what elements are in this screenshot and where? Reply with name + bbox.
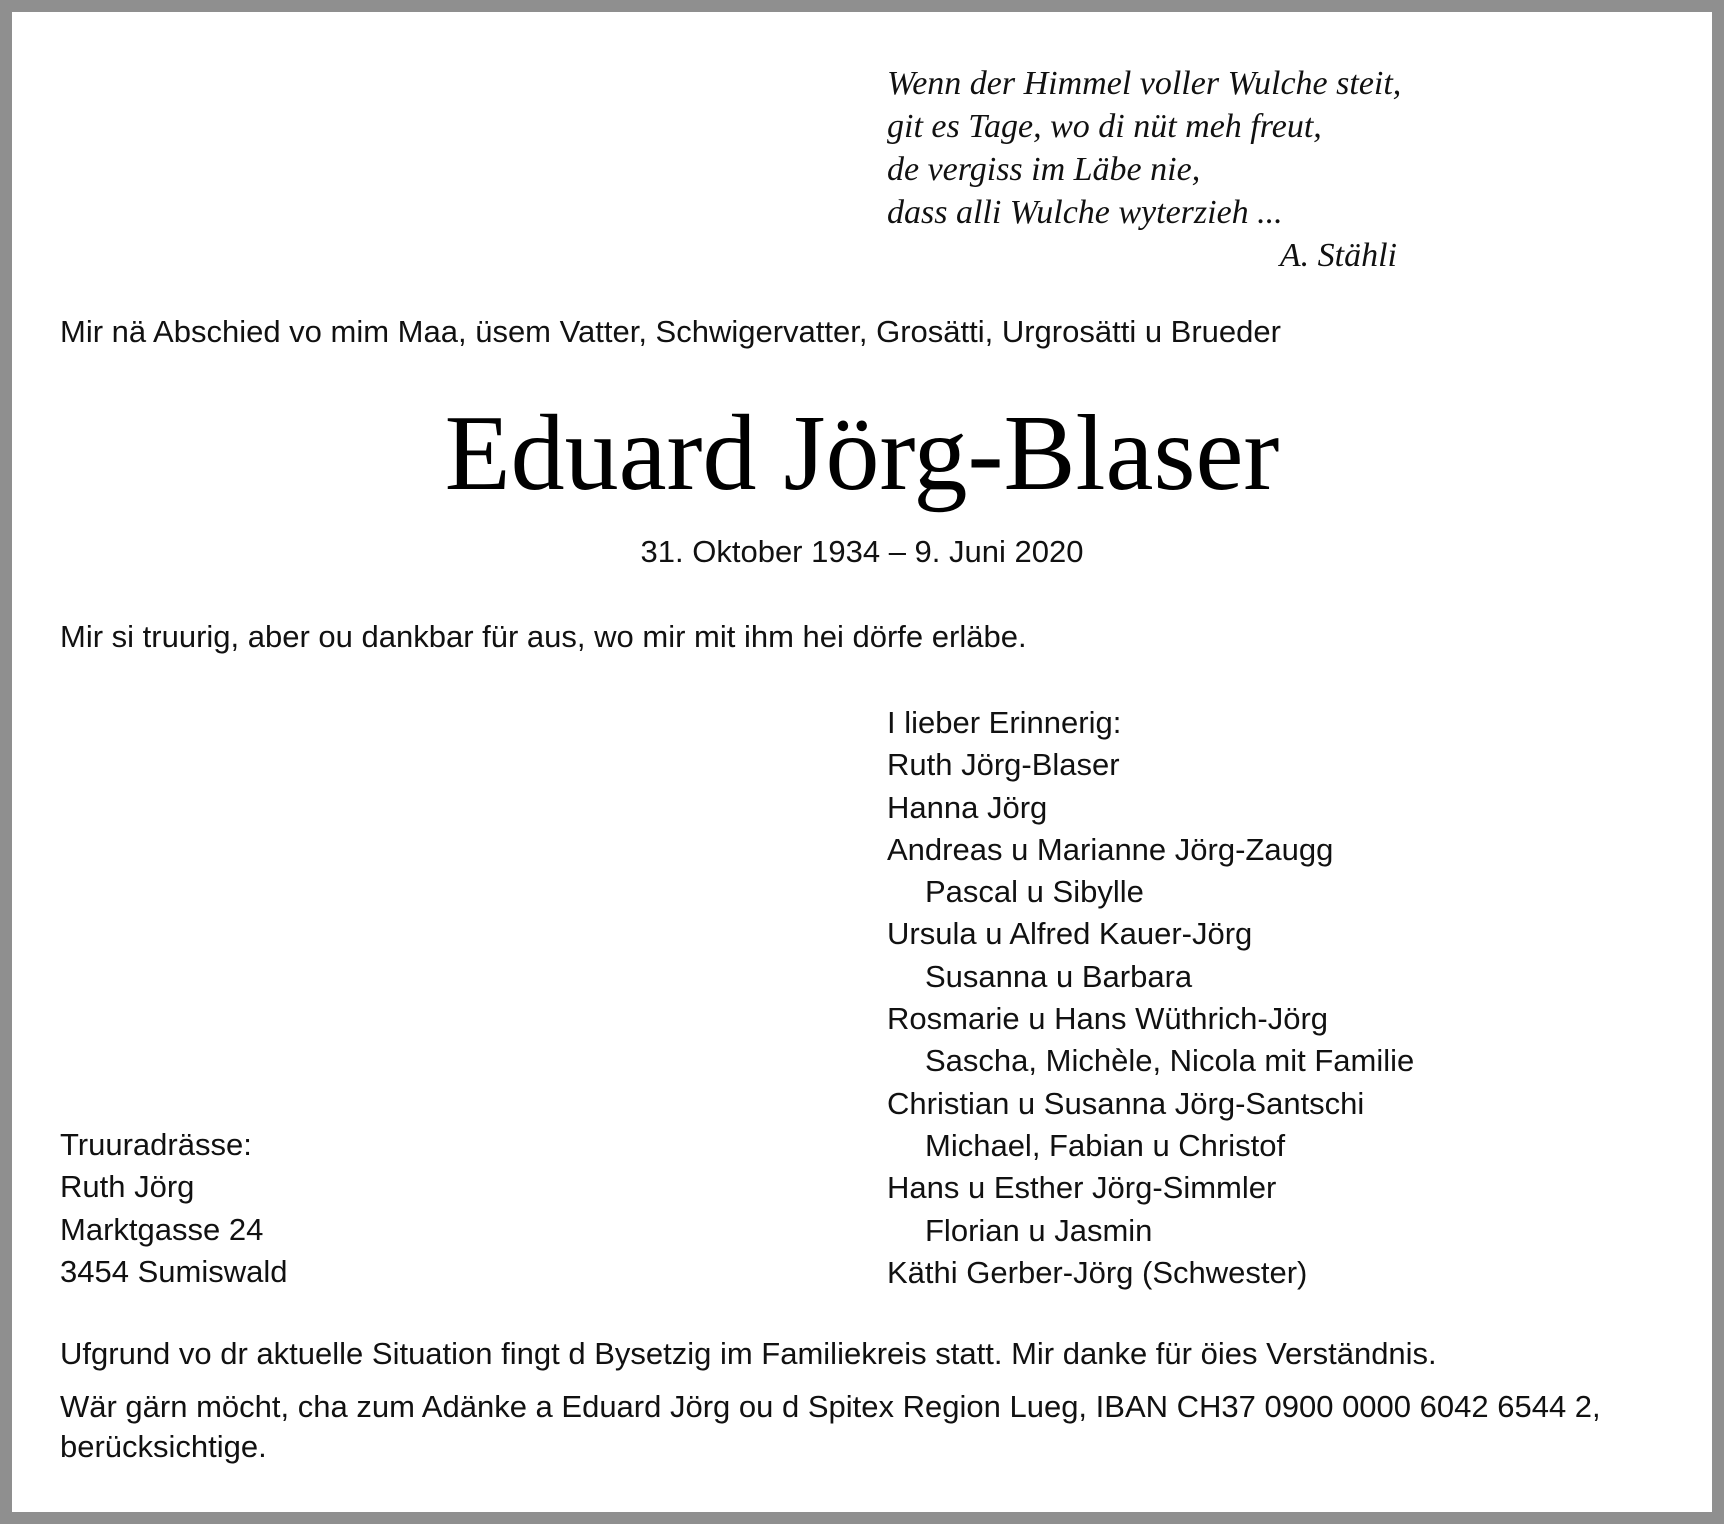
poem-author: A. Stähli bbox=[1279, 237, 1397, 274]
poem-line: Wenn der Himmel voller Wulche steit, bbox=[887, 65, 1402, 102]
mourner-entry-children: Pascal u Sibylle bbox=[925, 874, 1144, 910]
mourner-entry: Rosmarie u Hans Wüthrich-Jörg bbox=[887, 1001, 1329, 1037]
poem-line: de vergiss im Läbe nie, bbox=[887, 151, 1201, 188]
mourner-entry: Andreas u Marianne Jörg-Zaugg bbox=[887, 831, 1334, 867]
mourner-entry-children: Michael, Fabian u Christof bbox=[925, 1127, 1286, 1163]
mourner-entry-children: Sascha, Michèle, Nicola mit Familie bbox=[925, 1043, 1415, 1079]
gratitude-text: Mir si truurig, aber ou dankbar für aus, wo mir mit ihm hei dörfe erläbe. bbox=[60, 619, 1027, 654]
mourner-entry: Hans u Esther Jörg-Simmler bbox=[887, 1170, 1277, 1206]
address-city: 3454 Sumiswald bbox=[60, 1253, 288, 1289]
life-dates: 31. Oktober 1934 – 9. Juni 2020 bbox=[640, 534, 1084, 569]
poem-line: dass alli Wulche wyterzieh ... bbox=[887, 194, 1283, 231]
address-street: Marktgasse 24 bbox=[60, 1211, 264, 1247]
mourner-entry: Ruth Jörg-Blaser bbox=[887, 747, 1120, 783]
mourning-address bbox=[60, 1124, 287, 1293]
funeral-notice: Ufgrund vo dr aktuelle Situation fingt d Bysetzig im Familiekreis statt. Mir danke für öies Verständnis. bbox=[60, 1336, 1437, 1371]
obituary-page bbox=[12, 12, 1712, 1512]
deceased-name: Eduard Jörg-Blaser bbox=[444, 394, 1280, 513]
mourner-entry: Hanna Jörg bbox=[887, 789, 1048, 825]
mourners-list bbox=[887, 702, 1647, 1294]
mourner-entry: Käthi Gerber-Jörg (Schwester) bbox=[887, 1254, 1308, 1290]
farewell-intro: Mir nä Abschied vo mim Maa, üsem Vatter, Schwigervatter, Grosätti, Urgrosätti u Brueder bbox=[60, 314, 1281, 349]
mourner-entry-children: Susanna u Barbara bbox=[925, 958, 1193, 994]
mourner-entry: Christian u Susanna Jörg-Santschi bbox=[887, 1085, 1365, 1121]
poem bbox=[887, 62, 1407, 277]
mourners-heading: I lieber Erinnerig: bbox=[887, 705, 1122, 740]
mourner-entry-children: Florian u Jasmin bbox=[925, 1212, 1153, 1248]
poem-line: git es Tage, wo di nüt meh freut, bbox=[887, 108, 1322, 145]
donation-notice: Wär gärn möcht, cha zum Adänke a Eduard Jörg ou d Spitex Region Lueg, IBAN CH37 0900 0000 6042 6544 2, berücksichtige. bbox=[60, 1389, 1601, 1464]
mourner-entry: Ursula u Alfred Kauer-Jörg bbox=[887, 916, 1253, 952]
address-heading: Truuradrässe: bbox=[60, 1127, 252, 1162]
address-name: Ruth Jörg bbox=[60, 1169, 195, 1205]
